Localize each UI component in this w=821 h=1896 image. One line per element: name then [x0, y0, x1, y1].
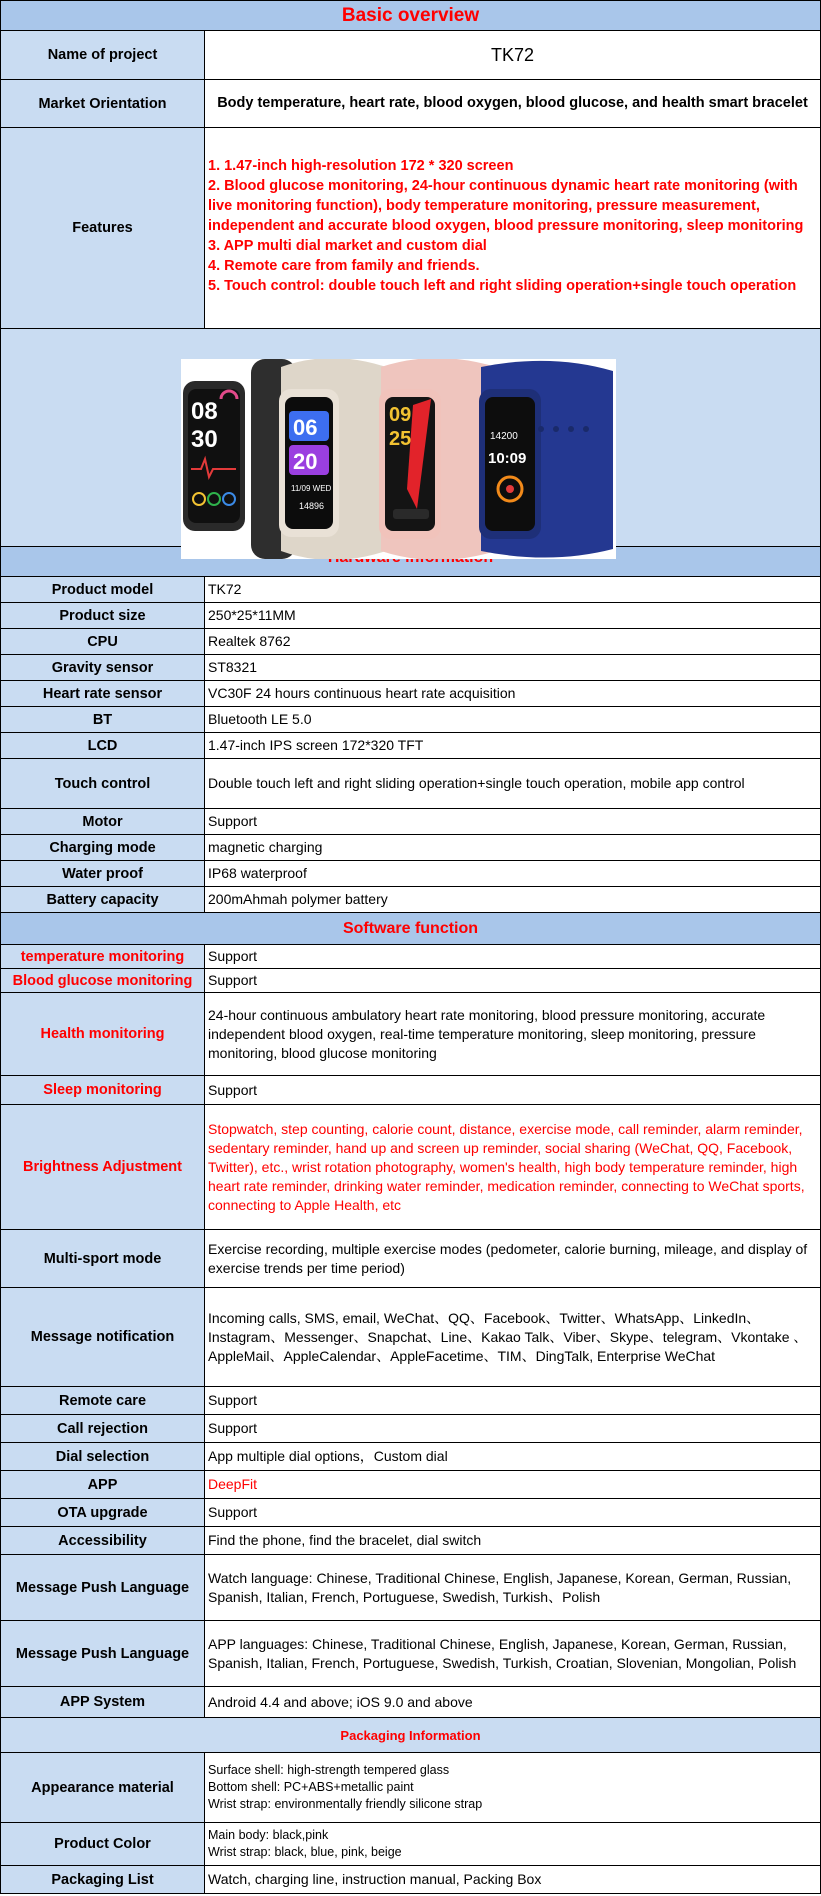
- packing-list-value: Watch, charging line, instruction manual, Packing Box: [208, 1871, 542, 1887]
- software-row: [1, 1443, 820, 1471]
- software-value: Exercise recording, multiple exercise modes (pedometer, calorie burning, mileage, and display of exercise trends per time period): [208, 1240, 808, 1276]
- hardware-label: Touch control: [1, 759, 205, 808]
- hardware-value: Bluetooth LE 5.0: [208, 711, 312, 727]
- market-value: Body temperature, heart rate, blood oxygen, blood glucose, and health smart bracelet: [217, 95, 808, 111]
- software-row: [1, 945, 820, 969]
- software-row: [1, 1621, 820, 1687]
- software-value: Support: [208, 1392, 258, 1408]
- color-label: Product Color: [1, 1823, 205, 1865]
- smartwatch-lineup-image: [181, 359, 616, 559]
- software-row: [1, 993, 820, 1076]
- svg-text:06: 06: [293, 415, 318, 440]
- svg-text:30: 30: [191, 426, 218, 453]
- features-row: [1, 128, 820, 329]
- hardware-row: [1, 759, 820, 809]
- software-header: Software function: [1, 913, 820, 945]
- software-label: Call rejection: [1, 1415, 205, 1442]
- svg-text:08: 08: [191, 398, 218, 425]
- software-label: Brightness Adjustment: [1, 1105, 205, 1229]
- pink-watch: [379, 359, 496, 559]
- feature-item: 2. Blood glucose monitoring, 24-hour continuous dynamic heart rate monitoring (with live monitoring function), body temperature monitoring, pressure measurement, independent and accurate blood oxygen, blood pressure monitoring, sleep monitoring: [208, 178, 804, 234]
- appearance-line: Wrist strap: environmentally friendly silicone strap: [208, 1797, 483, 1811]
- hardware-row: [1, 809, 820, 835]
- software-row: [1, 969, 820, 993]
- software-value: Find the phone, find the bracelet, dial switch: [208, 1532, 482, 1548]
- hardware-label: Charging mode: [1, 835, 205, 860]
- hardware-row: [1, 887, 820, 913]
- appearance-line: Bottom shell: PC+ABS+metallic paint: [208, 1780, 414, 1794]
- product-photo: [181, 359, 616, 559]
- software-label: Message Push Language: [1, 1621, 205, 1686]
- feature-item: 4. Remote care from family and friends.: [208, 258, 480, 274]
- software-row: [1, 1105, 820, 1230]
- project-label: Name of project: [1, 31, 205, 79]
- svg-text:11/09 WED: 11/09 WED: [291, 484, 332, 493]
- hardware-label: Battery capacity: [1, 887, 205, 912]
- packaging-header: Packaging Information: [1, 1718, 820, 1753]
- software-row: [1, 1555, 820, 1621]
- market-label: Market Orientation: [1, 80, 205, 127]
- product-image-row: [1, 329, 820, 547]
- software-value: Incoming calls, SMS, email, WeChat、QQ、Facebook、Twitter、WhatsApp、LinkedIn、Instagram、Messenger、Snapchat、Line、Kakao Talk、Viber、Skype、telegram、Vkontake 、AppleMail、AppleCalendar、AppleFacetime、TIM、DingTalk, Enterprise WeChat: [208, 1309, 808, 1364]
- hardware-row: [1, 655, 820, 681]
- hardware-row: [1, 681, 820, 707]
- software-value: APP languages: Chinese, Traditional Chinese, English, Japanese, Korean, German, Russian, Spanish, Italian, French, Portuguese, Swedish, Turkish, Croatian, Slovenian, Mongolian, Polish: [208, 1635, 797, 1671]
- market-row: [1, 80, 820, 128]
- feature-item: 1. 1.47-inch high-resolution 172 * 320 screen: [208, 158, 514, 174]
- software-label: Message notification: [1, 1288, 205, 1386]
- project-value: TK72: [490, 44, 535, 65]
- svg-text:14896: 14896: [299, 501, 325, 511]
- hardware-label: CPU: [1, 629, 205, 654]
- software-label: Blood glucose monitoring: [1, 969, 205, 992]
- software-value: 24-hour continuous ambulatory heart rate monitoring, blood pressure monitoring, accurate independent blood oxygen, real-time temperature monitoring, sleep monitoring, pressure monitoring, blood glucose monitoring: [208, 1006, 766, 1061]
- color-row: [1, 1823, 820, 1866]
- software-label: Dial selection: [1, 1443, 205, 1470]
- software-row: [1, 1288, 820, 1387]
- hardware-row: [1, 707, 820, 733]
- hardware-value: ST8321: [208, 659, 258, 675]
- software-label: OTA upgrade: [1, 1499, 205, 1526]
- svg-text:09: 09: [389, 404, 412, 426]
- packing-list-row: [1, 1866, 820, 1894]
- software-value: Support: [208, 1504, 258, 1520]
- hardware-value: magnetic charging: [208, 839, 323, 855]
- software-value: Support: [208, 1420, 258, 1436]
- software-label: Sleep monitoring: [1, 1076, 205, 1104]
- packing-list-label: Packaging List: [1, 1866, 205, 1893]
- features-label: Features: [1, 128, 205, 328]
- appearance-label: Appearance material: [1, 1753, 205, 1822]
- hardware-row: [1, 577, 820, 603]
- color-line: Wrist strap: black, blue, pink, beige: [208, 1845, 402, 1859]
- svg-text:25: 25: [389, 428, 412, 450]
- feature-item: 3. APP multi dial market and custom dial: [208, 238, 487, 254]
- color-value: [205, 1823, 820, 1865]
- software-row: [1, 1499, 820, 1527]
- software-label: APP System: [1, 1687, 205, 1717]
- svg-text:14200: 14200: [490, 431, 518, 442]
- hardware-value: Support: [208, 813, 258, 829]
- hardware-label: Product model: [1, 577, 205, 602]
- software-value: Support: [208, 972, 258, 988]
- hardware-value: IP68 waterproof: [208, 865, 307, 881]
- software-label: Accessibility: [1, 1527, 205, 1554]
- software-label: Remote care: [1, 1387, 205, 1414]
- software-value: Support: [208, 948, 258, 964]
- software-row: [1, 1415, 820, 1443]
- software-row: [1, 1230, 820, 1288]
- software-row: [1, 1076, 820, 1105]
- hardware-value: TK72: [208, 581, 242, 597]
- hardware-label: Motor: [1, 809, 205, 834]
- svg-text:10:09: 10:09: [488, 450, 527, 467]
- feature-item: 5. Touch control: double touch left and right sliding operation+single touch operation: [208, 278, 797, 294]
- hardware-label: Heart rate sensor: [1, 681, 205, 706]
- beige-watch: [279, 359, 386, 559]
- appearance-row: [1, 1753, 820, 1823]
- features-list: [205, 128, 820, 328]
- software-value: App multiple dial options，Custom dial: [208, 1448, 448, 1464]
- appearance-value: [205, 1753, 820, 1822]
- hardware-label: Gravity sensor: [1, 655, 205, 680]
- hardware-value: 250*25*11MM: [208, 607, 296, 623]
- project-row: [1, 31, 820, 80]
- color-line: Main body: black,pink: [208, 1828, 329, 1842]
- hardware-value: Double touch left and right sliding operation+single touch operation, mobile app control: [208, 775, 745, 791]
- software-value: Support: [208, 1081, 258, 1098]
- appearance-line: Surface shell: high-strength tempered glass: [208, 1763, 450, 1777]
- software-label: temperature monitoring: [1, 945, 205, 968]
- hardware-row: [1, 629, 820, 655]
- software-row: [1, 1687, 820, 1718]
- software-value: Android 4.4 and above; iOS 9.0 and above: [208, 1693, 473, 1710]
- blue-watch: [479, 361, 613, 558]
- hardware-value: 1.47-inch IPS screen 172*320 TFT: [208, 737, 424, 753]
- software-label: Health monitoring: [1, 993, 205, 1075]
- software-row: [1, 1527, 820, 1555]
- hardware-row: [1, 603, 820, 629]
- hardware-label: BT: [1, 707, 205, 732]
- software-value: Stopwatch, step counting, calorie count, distance, exercise mode, call reminder, alarm reminder, sedentary reminder, hand up and screen up reminder, social sharing (WeChat, QQ, Facebook, Twitter), etc., wrist rotation photography, women's health, high body temperature reminder, high heart rate reminder, drinking water reminder, medication reminder, connecting to WeChat sports, connecting to Apple Health, etc: [208, 1120, 805, 1213]
- hardware-label: Water proof: [1, 861, 205, 886]
- software-value: DeepFit: [208, 1476, 258, 1492]
- software-label: Message Push Language: [1, 1555, 205, 1620]
- software-label: Multi-sport mode: [1, 1230, 205, 1287]
- hardware-value: Realtek 8762: [208, 633, 291, 649]
- hardware-label: LCD: [1, 733, 205, 758]
- basic-overview-header: Basic overview: [1, 0, 820, 31]
- software-row: [1, 1387, 820, 1415]
- hardware-value: VC30F 24 hours continuous heart rate acquisition: [208, 685, 516, 701]
- hardware-row: [1, 733, 820, 759]
- software-row: [1, 1471, 820, 1499]
- hardware-row: [1, 835, 820, 861]
- software-value: Watch language: Chinese, Traditional Chinese, English, Japanese, Korean, German, Russian, Spanish, Italian, French, Portuguese, Swedish, Turkish、Polish: [208, 1569, 792, 1605]
- svg-text:20: 20: [293, 449, 318, 474]
- hardware-value: 200mAhmah polymer battery: [208, 891, 388, 907]
- software-label: APP: [1, 1471, 205, 1498]
- hardware-label: Product size: [1, 603, 205, 628]
- hardware-row: [1, 861, 820, 887]
